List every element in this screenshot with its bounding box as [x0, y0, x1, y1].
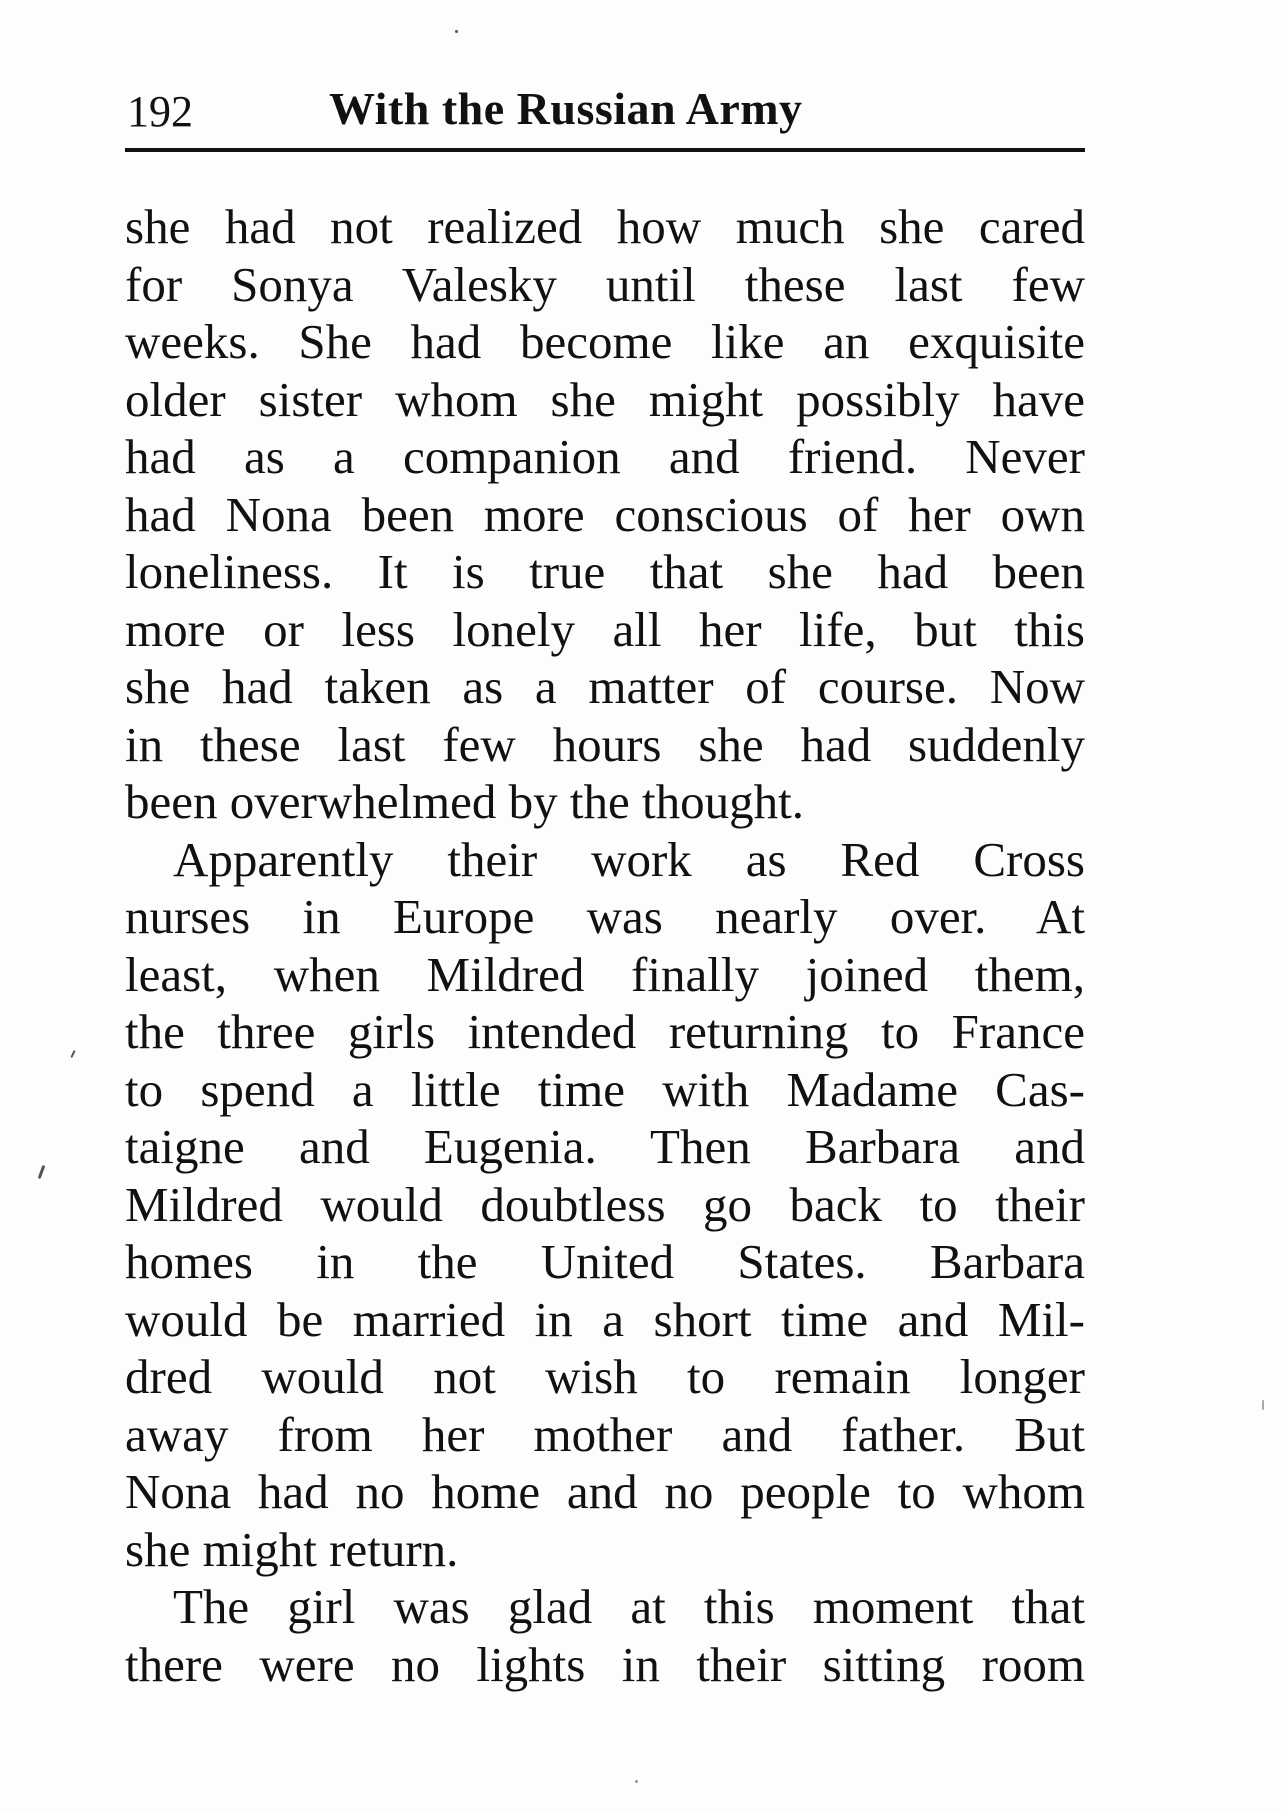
- text-line: there were no lights in their sitting room: [125, 1636, 1085, 1692]
- running-head-title: With the Russian Army: [329, 83, 803, 134]
- text-line: had Nona been more conscious of her own: [125, 486, 1085, 542]
- text-line: older sister whom she might possibly have: [125, 371, 1085, 427]
- text-line: The girl was glad at this moment that: [173, 1579, 1085, 1634]
- text-line: homes in the United States. Barbara: [125, 1234, 1085, 1289]
- text-line: in these last few hours she had suddenly: [125, 716, 1085, 772]
- text-line: more or less lonely all her life, but this: [125, 601, 1085, 657]
- text-line: the three girls intended returning to France: [125, 1004, 1085, 1059]
- text-line: been overwhelmed by the thought.: [125, 774, 805, 829]
- page-number: 192: [127, 87, 193, 136]
- text-line: least, when Mildred finally joined them,: [125, 946, 1085, 1002]
- text-line: loneliness. It is true that she had been: [125, 544, 1085, 599]
- text-line: would be married in a short time and Mil-: [125, 1291, 1085, 1347]
- text-line: Nona had no home and no people to whom: [125, 1464, 1085, 1519]
- text-line: she had taken as a matter of course. Now: [125, 659, 1085, 714]
- text-line: Mildred would doubtless go back to their: [125, 1176, 1085, 1232]
- text-line: away from her mother and father. But: [125, 1406, 1085, 1462]
- text-line: for Sonya Valesky until these last few: [125, 256, 1085, 312]
- scan-speck: [635, 1780, 638, 1783]
- header-rule: [125, 148, 1085, 152]
- text-line: Apparently their work as Red Cross: [173, 831, 1085, 887]
- page-header: [125, 82, 1085, 152]
- scan-speck: [1262, 1400, 1264, 1410]
- text-line: dred would not wish to remain longer: [125, 1349, 1085, 1404]
- scan-speck: [38, 1165, 46, 1179]
- scan-speck: [455, 30, 458, 33]
- text-line: to spend a little time with Madame Cas-: [125, 1061, 1085, 1117]
- text-line: weeks. She had become like an exquisite: [125, 314, 1085, 369]
- text-line: she might return.: [125, 1521, 459, 1577]
- text-line: had as a companion and friend. Never: [125, 429, 1085, 484]
- text-line: nurses in Europe was nearly over. At: [125, 889, 1085, 944]
- body-text: [125, 198, 1085, 1693]
- text-line: taigne and Eugenia. Then Barbara and: [125, 1119, 1085, 1174]
- scan-speck: [70, 1050, 75, 1058]
- text-line: she had not realized how much she cared: [125, 199, 1085, 254]
